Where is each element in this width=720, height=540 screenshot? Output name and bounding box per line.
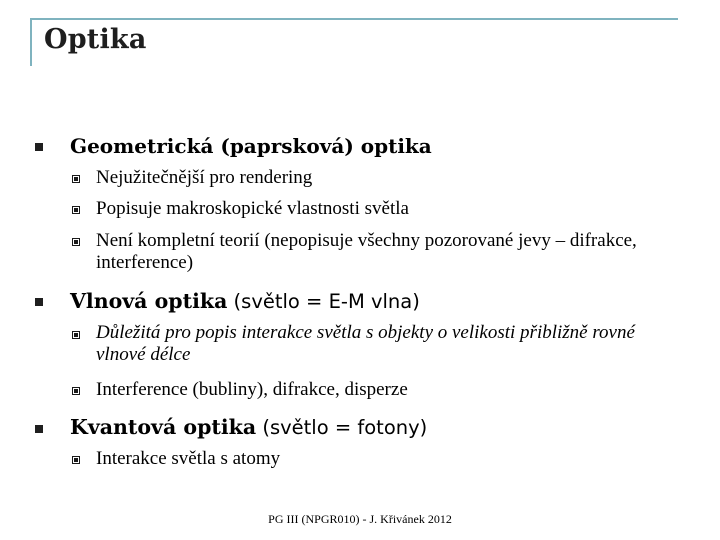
section-heading-note: (světlo = E-M vlna) bbox=[227, 290, 420, 313]
checkbox-bullet-icon bbox=[72, 206, 80, 214]
section-heading-note: (světlo = fotony) bbox=[256, 416, 428, 439]
square-bullet-icon bbox=[35, 425, 43, 433]
square-bullet-icon bbox=[35, 143, 43, 151]
list-item: Interference (bubliny), difrakce, disperze bbox=[96, 379, 408, 400]
slide-title: Optika bbox=[44, 24, 147, 55]
list-item: Nejužitečnější pro rendering bbox=[96, 167, 313, 188]
checkbox-bullet-icon bbox=[72, 331, 80, 339]
list-item: Není kompletní teorií (nepopisuje všechny pozorované jevy – difrakce, interference) bbox=[96, 230, 637, 273]
checkbox-bullet-icon bbox=[72, 238, 80, 246]
checkbox-bullet-icon bbox=[72, 456, 80, 464]
square-bullet-icon bbox=[35, 298, 43, 306]
list-item: Popisuje makroskopické vlastnosti světla bbox=[96, 198, 409, 219]
section-heading-wave-optics bbox=[70, 288, 420, 315]
list-item: Interakce světla s atomy bbox=[96, 448, 281, 469]
section-heading-bold: Kvantová optika bbox=[70, 415, 257, 439]
slide-footer: PG III (NPGR010) - J. Křivánek 2012 bbox=[268, 512, 452, 526]
section-heading-bold: Vlnová optika bbox=[70, 289, 228, 313]
checkbox-bullet-icon bbox=[72, 387, 80, 395]
section-heading-quantum-optics bbox=[70, 414, 427, 441]
checkbox-bullet-icon bbox=[72, 175, 80, 183]
list-item: Důležitá pro popis interakce světla s objekty o velikosti přibližně rovné vlnové délce bbox=[96, 322, 635, 365]
section-heading-geometric-optics: Geometrická (paprsková) optika bbox=[70, 134, 432, 158]
